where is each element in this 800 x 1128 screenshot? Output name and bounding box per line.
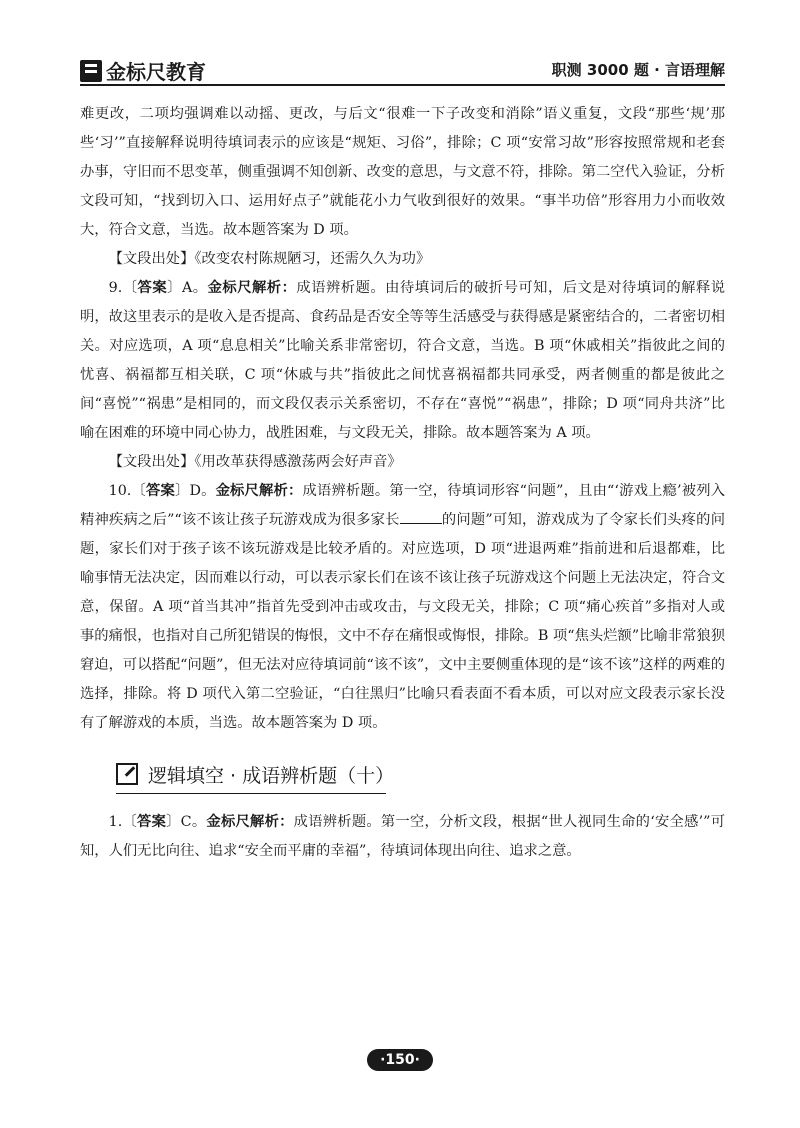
section-title: 逻辑填空 · 成语辨析题（十） (148, 764, 395, 787)
brand-logo (80, 56, 206, 85)
page-header (80, 50, 725, 86)
source-q8: 【文段出处】《改变农村陈规陋习，还需久久为功》 (108, 251, 431, 267)
q9-answer: 〕A。 (167, 280, 208, 296)
paragraph-q8-continued: 难更改，二项均强调难以动摇、更改，与后文“很难一下子改变和消除”语义重复，文段“那些‘规’那些‘习’”直接解释说明待填词表示的应该是“规矩、习俗”，排除；C 项“安常习故”形容按照常规和老套办事，守旧而不思变革，侧重强调不知创新、改变的意思，与文意不符，排除。第二空代入验证，分析文段可知，“找到切入口、运用好点子”就能花小力气收到很好的效果。“事半功倍”形容用力小而收效大，符合文意，当选。故本题答案为 D 项。 (80, 106, 725, 238)
edit-note-icon (116, 763, 138, 785)
page-body (80, 100, 725, 866)
q10-text-b: 的问题”可知，游戏成为了令家长们头疼的问题，家长们对于孩子该不该玩游戏是比较矛盾的。对应选项，D 项“进退两难”指前进和后退都难，比喻事情无法决定，因而难以行动，可以表示家长们在该不该让孩子玩游戏这个问题上无法决定，符合文意，保留。A 项“首当其冲”指首先受到冲击或攻击，与文段无关，排除；C 项“痛心疾首”多指对人或事的痛恨，也指对自己所犯错误的悔恨，文中不存在痛恨或悔恨，排除。B 项“焦头烂额”比喻非常狼狈窘迫，可以搭配“问题”，但无法对应待填词前“该不该”，文中主要侧重体现的是“该不该”这样的两难的选择，排除。将 D 项代入第二空验证，“白往黑归”比喻只看表面不看本质，可以对应文段表示家长没有了解游戏的本质，当选。故本题答案为 D 项。 (80, 512, 725, 731)
logo-mark-icon (80, 60, 102, 82)
q10-number: 10.〔 (108, 483, 146, 499)
q10-text-a: 成语辨析题。第一空，待填词形容“问题”，且由“‘游戏上瘾’被列入精神疾病之后”“该不该让孩子玩游戏成为很多家长 (80, 483, 726, 528)
book-title: 职测 3000 题 · 言语理解 (551, 61, 725, 79)
q9-number: 9.〔 (108, 280, 138, 296)
q10-answer: 〕D。 (174, 483, 216, 499)
answer-q9 (80, 274, 725, 448)
answer-q1 (80, 808, 725, 866)
q10-analysis-label: 金标尺解析： (215, 483, 303, 499)
q1-text: 成语辨析题。第一空，分析文段，根据“世人视同生命的‘安全感’”可知，人们无比向往、追求“安全而平庸的幸福”，待填词体现出向往、追求之意。 (80, 814, 726, 859)
q10-answer-label: 答案 (146, 483, 175, 499)
section-underline (116, 793, 386, 794)
source-q9: 【文段出处】《用改革获得感激荡两会好声音》 (108, 454, 402, 470)
page-number: ·150· (367, 1049, 433, 1071)
q1-answer: 〕C。 (166, 814, 207, 830)
q1-analysis-label: 金标尺解析： (206, 814, 294, 830)
header-divider (80, 84, 725, 86)
answer-q10 (80, 477, 725, 738)
fill-blank (400, 509, 442, 524)
q9-answer-label: 答案 (137, 280, 168, 296)
q1-answer-label: 答案 (137, 814, 167, 830)
q9-text: 成语辨析题。由待填词后的破折号可知，后文是对待填词的解释说明，故这里表示的是收入是否提高、食药品是否安全等等生活感受与获得感是紧密结合的，二者密切相关。对应选项，A 项“息息相关”比喻关系非常密切，符合文意，当选。B 项“休戚相关”指彼此之间的忧喜、祸福都互相关联，C 项“休戚与共”指彼此之间忧喜祸福都共同承受，两者侧重的都是彼此之间“喜悦”“祸患”是相同的，而文段仅表示关系密切，不存在“喜悦”“祸患”，排除；D 项“同舟共济”比喻在困难的环境中同心协力，战胜困难，与文段无关，排除。故本题答案为 A 项。 (80, 280, 726, 441)
section-heading (80, 754, 725, 794)
logo-text: 金标尺教育 (106, 60, 206, 84)
q1-number: 1.〔 (108, 814, 138, 830)
q9-analysis-label: 金标尺解析： (207, 280, 297, 296)
